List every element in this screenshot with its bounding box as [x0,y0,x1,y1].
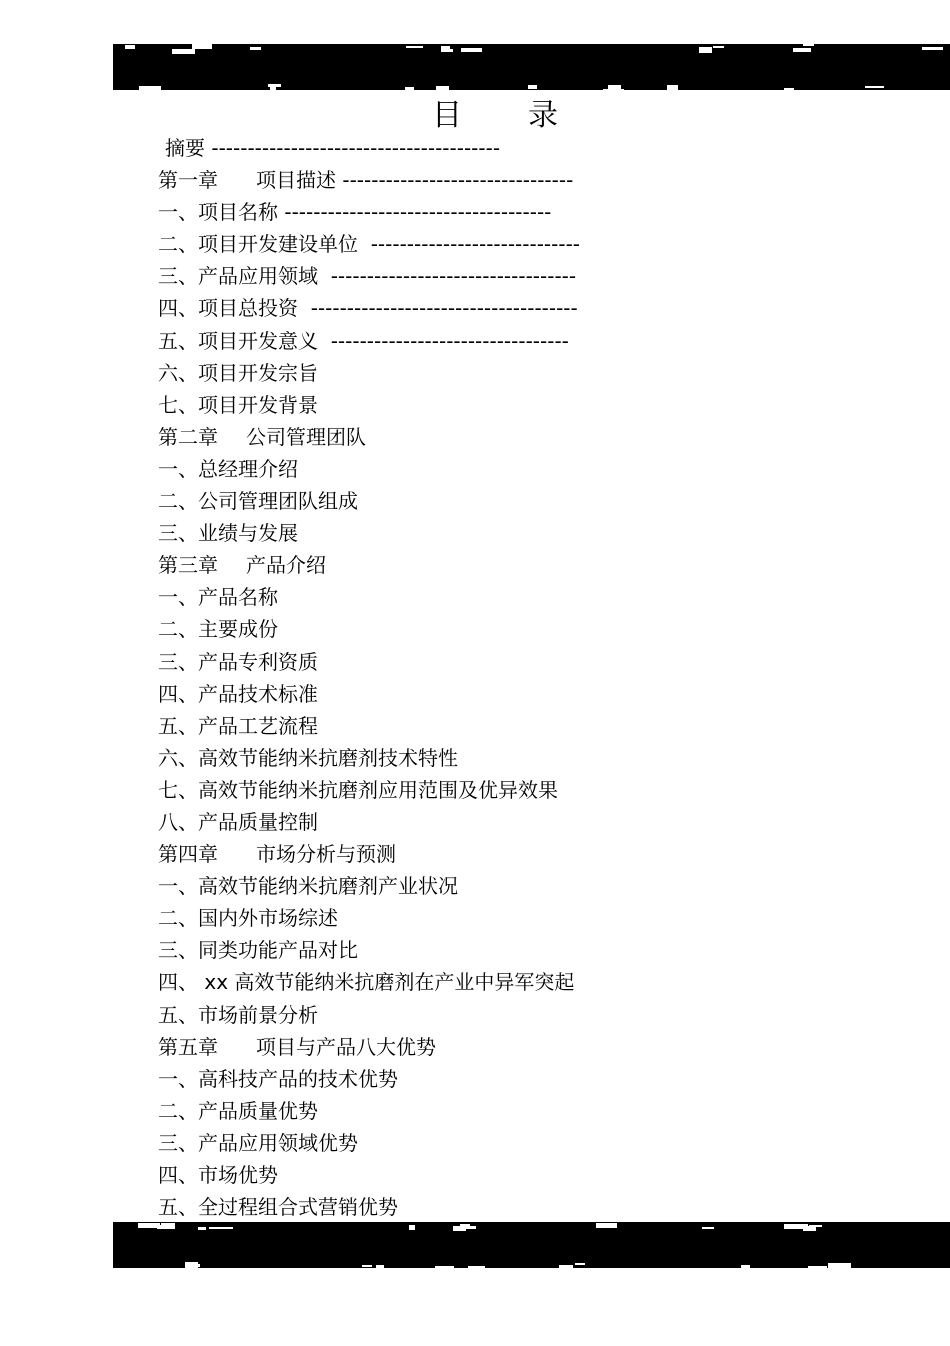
toc-entry[interactable] [158,357,778,389]
toc-entry[interactable] [158,517,778,549]
toc-entry[interactable] [158,1127,778,1159]
toc-entry-label: 四、市场优势 [158,1163,278,1187]
toc-entry-label: 四、 xx 高效节能纳米抗磨剂在产业中异军突起 [158,970,575,995]
toc-entry-label: 五、产品工艺流程 [158,713,318,738]
toc-entry[interactable] [158,549,778,581]
toc-chapter-title: 公司管理团队 [246,424,366,449]
toc-entry-label: 第一章 [158,168,218,193]
toc-entry[interactable] [158,292,778,324]
toc-entry[interactable] [158,260,778,292]
toc-leader-dashes: ---------------------------------- [330,264,577,289]
toc-entry[interactable] [158,710,778,742]
toc-entry-label: 一、项目名称 [158,200,278,225]
toc-entry-label: 四、项目总投资 [158,296,298,321]
toc-entry-label: 二、公司管理团队组成 [158,489,358,514]
toc-entry[interactable] [158,1063,778,1095]
toc-leader-dashes: --------------------------------- [330,328,569,353]
toc-entry-label: 一、高科技产品的技术优势 [158,1066,398,1091]
toc-entry-label: 五、全过程组合式营销优势 [158,1195,398,1220]
toc-entry-label: 第三章 [158,553,218,578]
toc-entry-label: 二、主要成份 [158,617,278,642]
toc-entry-label: 摘要 [165,136,205,160]
toc-chapter-title: 项目与产品八大优势 [256,1034,436,1059]
toc-entry[interactable] [158,132,778,164]
toc-entry[interactable] [158,838,778,870]
toc-entry-label: 四、产品技术标准 [158,681,318,706]
toc-entry[interactable] [158,581,778,613]
toc-entry-label: 七、项目开发背景 [158,392,318,417]
page-title-left: 目 [432,98,464,133]
toc-leader-dashes: ----------------------------- [370,232,581,257]
toc-entry-label: 六、项目开发宗旨 [158,360,318,385]
toc-entry[interactable] [158,999,778,1031]
toc-entry[interactable] [158,870,778,902]
toc-entry[interactable] [158,325,778,357]
toc-entry-label: 三、同类功能产品对比 [158,938,358,963]
toc-entry-label: 五、项目开发意义 [158,328,318,353]
toc-entry[interactable] [158,1159,778,1191]
toc-entry[interactable] [158,806,778,838]
toc-entry-label: 二、国内外市场综述 [158,906,338,931]
toc-entry[interactable] [158,485,778,517]
toc-entry[interactable] [158,421,778,453]
toc-entry-label: 第五章 [158,1034,218,1059]
toc-leader-dashes: -------------------------------- [342,168,574,193]
toc-entry[interactable] [158,774,778,806]
toc-entry-label: 二、产品质量优势 [158,1098,318,1123]
toc-entry[interactable] [158,742,778,774]
redacted-footer-text [113,1222,950,1268]
toc-entry[interactable] [158,1191,778,1223]
toc-entry-label: 七、高效节能纳米抗磨剂应用范围及优异效果 [158,777,558,802]
toc-entry[interactable] [158,453,778,485]
toc-entry[interactable] [158,902,778,934]
toc-chapter-title: 项目描述 [256,168,336,193]
toc-leader-dashes: ------------------------------------- [310,296,578,321]
toc-entry[interactable] [158,228,778,260]
toc-chapter-title: 市场分析与预测 [256,842,396,867]
toc-entry-label: 六、高效节能纳米抗磨剂技术特性 [158,745,458,770]
toc-leader-dashes: ------------------------------------- [284,200,552,225]
toc-entry[interactable] [158,1031,778,1063]
toc-entry[interactable] [158,164,778,196]
toc-entry[interactable] [158,389,778,421]
toc-entry-label: 三、产品专利资质 [158,649,318,674]
page-title-right: 录 [528,98,560,133]
toc-entry-label: 第二章 [158,424,218,449]
toc-leader-dashes: ---------------------------------------- [211,136,501,160]
toc-entry[interactable] [158,613,778,645]
toc-entry-label: 八、产品质量控制 [158,809,318,834]
toc-entry-label: 三、产品应用领域 [158,264,318,289]
toc-entry-label: 一、产品名称 [158,585,278,610]
toc-entry[interactable] [158,934,778,966]
toc-entry[interactable] [158,678,778,710]
page-title [0,90,950,134]
table-of-contents [158,132,778,1223]
toc-entry-label: 一、总经理介绍 [158,456,298,481]
toc-entry-label: 五、市场前景分析 [158,1002,318,1027]
toc-entry[interactable] [158,966,778,998]
toc-entry-label: 三、产品应用领域优势 [158,1130,358,1155]
toc-entry-label: 三、业绩与发展 [158,521,298,546]
toc-entry-label: 二、项目开发建设单位 [158,232,358,257]
redacted-header-text [113,44,950,90]
toc-entry[interactable] [158,196,778,228]
toc-entry-label: 第四章 [158,842,218,867]
toc-chapter-title: 产品介绍 [246,553,326,578]
toc-entry[interactable] [158,646,778,678]
toc-entry-label: 一、高效节能纳米抗磨剂产业状况 [158,874,458,899]
toc-entry[interactable] [158,1095,778,1127]
